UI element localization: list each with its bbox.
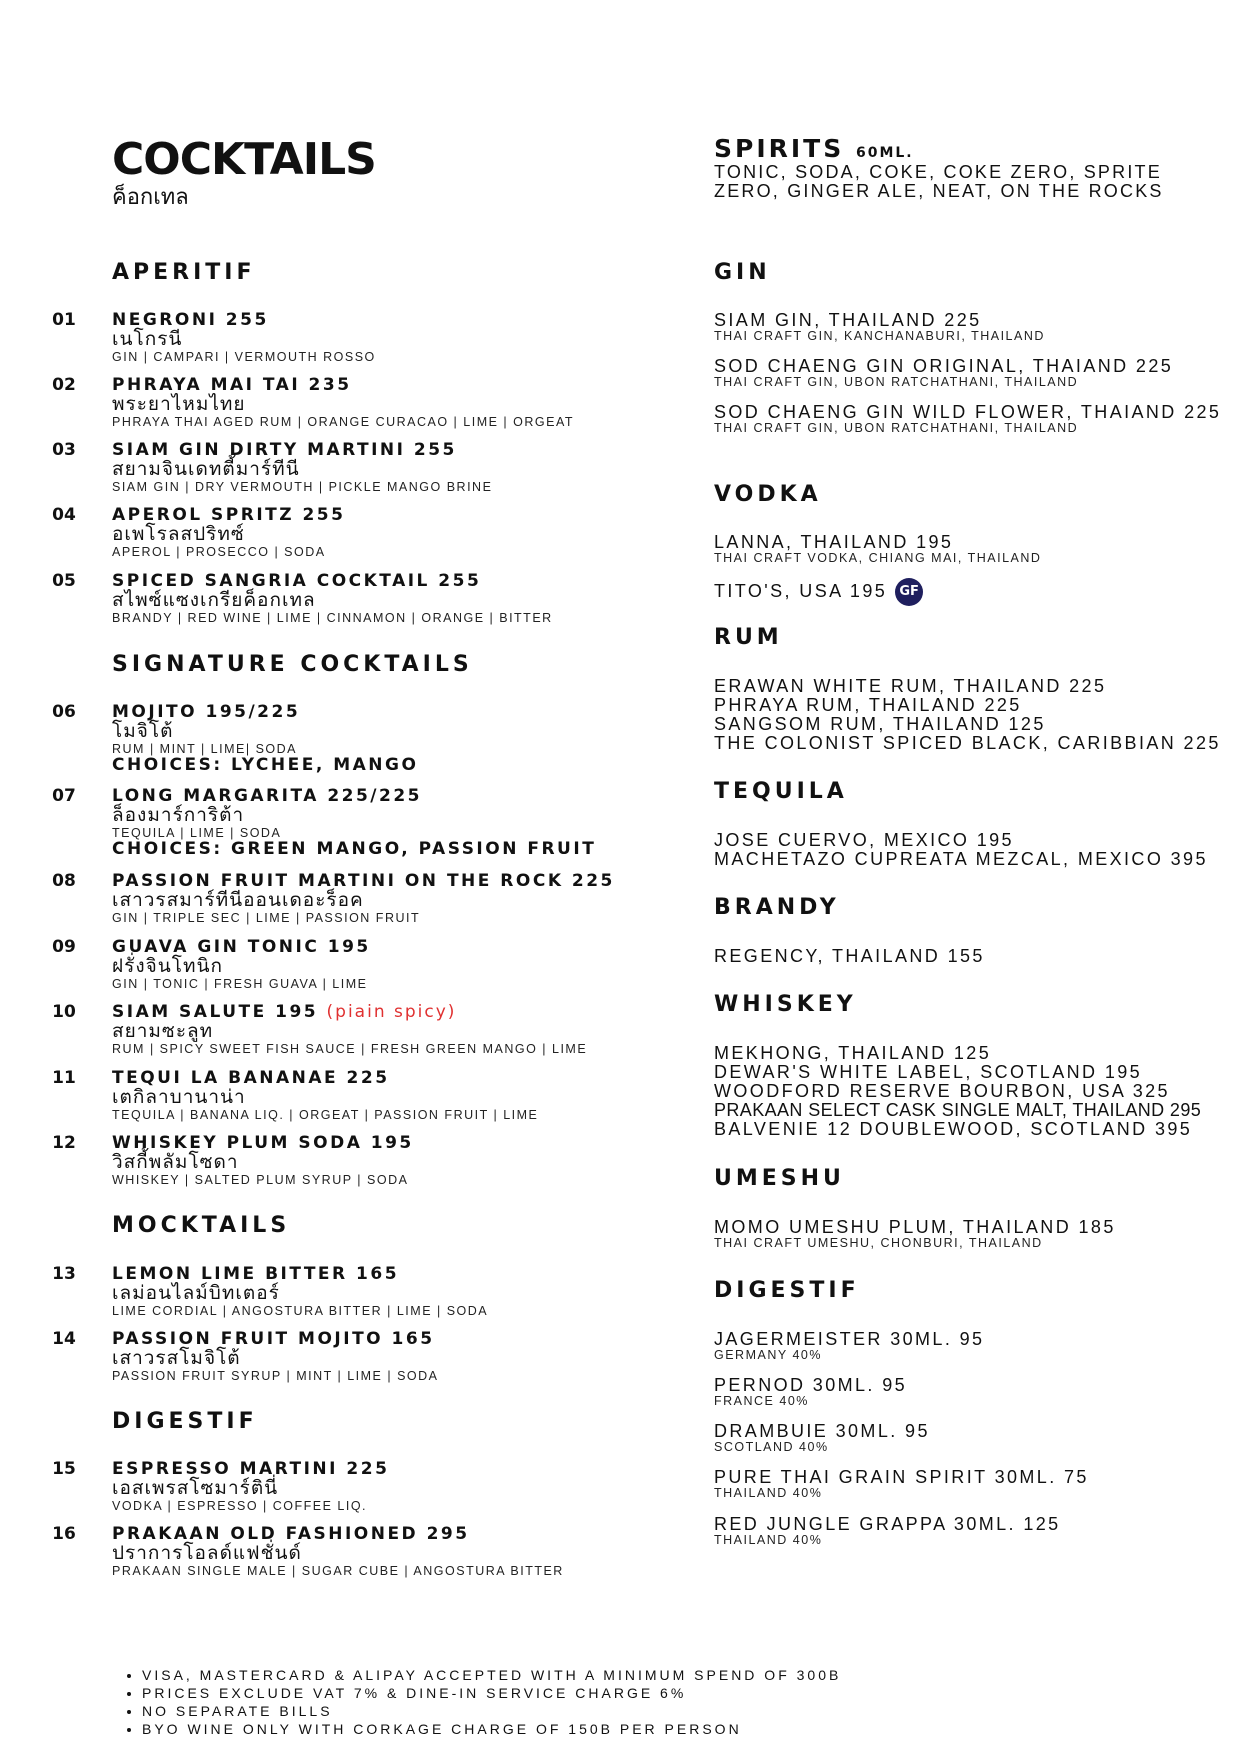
spirit-origin: THAI CRAFT GIN, KANCHANABURI, THAILAND <box>714 329 1045 343</box>
item-name: LONG MARGARITA 225/225 <box>112 786 422 806</box>
section-heading-mocktails: MOCKTAILS <box>112 1213 291 1238</box>
item-name-thai: อเพโรลสปริทซ์ <box>112 524 245 545</box>
section-heading-umeshu: UMESHU <box>714 1166 845 1191</box>
item-ingredients: TEQUILA | BANANA LIQ. | ORGEAT | PASSION FRUIT | LIME <box>112 1108 539 1122</box>
item-name: APEROL SPRITZ 255 <box>112 505 346 525</box>
item-number: 03 <box>52 440 76 460</box>
spirits-title: SPIRITS <box>714 134 845 163</box>
item-ingredients: WHISKEY | SALTED PLUM SYRUP | SODA <box>112 1173 409 1187</box>
item-choices: CHOICES: GREEN MANGO, PASSION FRUIT <box>112 839 597 859</box>
item-name: NEGRONI 255 <box>112 310 269 330</box>
item-name-thai: พระยาไหมไทย <box>112 394 246 415</box>
spirit-origin: SCOTLAND 40% <box>714 1440 829 1454</box>
spirit-name: ERAWAN WHITE RUM, THAILAND 225 <box>714 676 1107 696</box>
spirit-name: MACHETAZO CUPREATA MEZCAL, MEXICO 395 <box>714 849 1208 869</box>
item-name: PRAKAAN OLD FASHIONED 295 <box>112 1524 470 1544</box>
item-name: SIAM GIN DIRTY MARTINI 255 <box>112 440 457 460</box>
section-heading-vodka: VODKA <box>714 482 822 507</box>
item-number: 07 <box>52 786 76 806</box>
spirit-item <box>714 576 923 606</box>
item-number: 01 <box>52 310 76 330</box>
item-ingredients: APEROL | PROSECCO | SODA <box>112 545 326 559</box>
item-name-thai: ฝรั่งจินโทนิก <box>112 956 223 977</box>
spirit-item <box>714 311 1045 343</box>
footer-note: • BYO WINE ONLY WITH CORKAGE CHARGE OF 150B PER PERSON <box>142 1720 841 1738</box>
spirit-origin: GERMANY 40% <box>714 1348 822 1362</box>
item-number: 15 <box>52 1459 76 1479</box>
spirits-serving-size: 60ML. <box>855 145 914 161</box>
spirit-item <box>714 403 1221 435</box>
item-number: 10 <box>52 1002 76 1022</box>
whiskey-list <box>714 1044 1201 1139</box>
item-name-thai: สยามจินเดทตี้มาร์ทีนี <box>112 459 300 480</box>
tequila-list <box>714 831 1208 869</box>
spirit-name: THE COLONIST SPICED BLACK, CARIBBIAN 225 <box>714 733 1221 753</box>
item-name: PHRAYA MAI TAI 235 <box>112 375 352 395</box>
spirit-item <box>714 1468 1089 1500</box>
spirit-origin: THAI CRAFT UMESHU, CHONBURI, THAILAND <box>714 1236 1043 1250</box>
item-name-thai: โมจิโต้ <box>112 721 174 742</box>
spicy-note: (piain spicy) <box>326 1002 457 1022</box>
item-ingredients: PHRAYA THAI AGED RUM | ORANGE CURACAO | LIME | ORGEAT <box>112 415 574 429</box>
spirit-name: PRAKAAN SELECT CASK SINGLE MALT, THAILAND 295 <box>714 1100 1202 1120</box>
spirit-name: RED JUNGLE GRAPPA 30ML. 125 <box>714 1514 1061 1534</box>
item-ingredients: VODKA | ESPRESSO | COFFEE LIQ. <box>112 1499 368 1513</box>
spirit-name: JOSE CUERVO, MEXICO 195 <box>714 830 1014 850</box>
item-ingredients: GIN | TONIC | FRESH GUAVA | LIME <box>112 977 368 991</box>
section-heading-signature-cocktails: SIGNATURE COCKTAILS <box>112 652 473 677</box>
item-ingredients: SIAM GIN | DRY VERMOUTH | PICKLE MANGO BRINE <box>112 480 493 494</box>
spirit-name: PERNOD 30ML. 95 <box>714 1375 908 1395</box>
item-ingredients: LIME CORDIAL | ANGOSTURA BITTER | LIME | SODA <box>112 1304 489 1318</box>
item-ingredients: BRANDY | RED WINE | LIME | CINNAMON | ORANGE | BITTER <box>112 611 553 625</box>
spirit-name: SOD CHAENG GIN WILD FLOWER, THAIAND 225 <box>714 402 1222 422</box>
item-name-thai: เอสเพรสโซมาร์ตินี่ <box>112 1478 279 1499</box>
spirits-heading <box>714 136 914 161</box>
item-ingredients: PASSION FRUIT SYRUP | MINT | LIME | SODA <box>112 1369 439 1383</box>
section-heading-digestif-cocktails: DIGESTIF <box>112 1409 258 1434</box>
footer-note: • NO SEPARATE BILLS <box>142 1702 841 1720</box>
spirit-name: DRAMBUIE 30ML. 95 <box>714 1421 930 1441</box>
spirit-item <box>714 1330 984 1362</box>
item-name-thai: เตกิลาบานาน่า <box>112 1087 246 1108</box>
item-name: GUAVA GIN TONIC 195 <box>112 937 371 957</box>
page-title: COCKTAILS <box>112 134 376 185</box>
mixers-line: TONIC, SODA, COKE, COKE ZERO, SPRITE <box>714 162 1162 182</box>
item-name: WHISKEY PLUM SODA 195 <box>112 1133 414 1153</box>
spirit-name: SANGSOM RUM, THAILAND 125 <box>714 714 1046 734</box>
spirit-item <box>714 1515 1061 1547</box>
section-heading-tequila: TEQUILA <box>714 779 848 804</box>
section-heading-brandy: BRANDY <box>714 895 840 920</box>
section-heading-whiskey: WHISKEY <box>714 992 857 1017</box>
spirit-origin: THAILAND 40% <box>714 1486 823 1500</box>
spirit-origin: THAI CRAFT VODKA, CHIANG MAI, THAILAND <box>714 551 1042 565</box>
spirit-name: PHRAYA RUM, THAILAND 225 <box>714 695 1022 715</box>
item-number: 16 <box>52 1524 76 1544</box>
spirit-origin: FRANCE 40% <box>714 1394 809 1408</box>
item-ingredients: TEQUILA | LIME | SODA <box>112 826 282 840</box>
spirit-origin: THAILAND 40% <box>714 1533 823 1547</box>
spirit-name: MOMO UMESHU PLUM, THAILAND 185 <box>714 1217 1116 1237</box>
page-title-thai: ค็อกเทล <box>112 184 189 209</box>
item-number: 11 <box>52 1068 76 1088</box>
footer-notes <box>122 1666 841 1738</box>
footer-note: • PRICES EXCLUDE VAT 7% & DINE-IN SERVICE CHARGE 6% <box>142 1684 841 1702</box>
item-name: PASSION FRUIT MARTINI ON THE ROCK 225 <box>112 871 615 891</box>
spirit-item <box>714 533 1041 565</box>
spirit-name: TITO'S, USA 195 <box>714 581 888 601</box>
section-heading-digestif-spirits: DIGESTIF <box>714 1278 860 1303</box>
spirit-item <box>714 1422 930 1454</box>
item-name: TEQUI LA BANANAE 225 <box>112 1068 390 1088</box>
item-number: 04 <box>52 505 76 525</box>
gluten-free-badge-icon: GF <box>895 578 923 606</box>
item-name: ESPRESSO MARTINI 225 <box>112 1459 390 1479</box>
spirit-origin: THAI CRAFT GIN, UBON RATCHATHANI, THAILAND <box>714 375 1079 389</box>
section-heading-gin: GIN <box>714 260 771 285</box>
item-name-thai: สยามซะลูท <box>112 1021 214 1042</box>
item-name-thai: ปราการโอลด์แฟชั่นด์ <box>112 1543 302 1564</box>
item-name-text: SIAM SALUTE 195 <box>112 1002 319 1022</box>
spirit-name: DEWAR'S WHITE LABEL, SCOTLAND 195 <box>714 1062 1143 1082</box>
spirit-item <box>714 1218 1116 1250</box>
item-number: 06 <box>52 702 76 722</box>
item-name-thai: เลม่อนไลม์บิทเตอร์ <box>112 1283 280 1304</box>
section-heading-aperitif: APERITIF <box>112 260 256 285</box>
spirit-item <box>714 357 1173 389</box>
item-ingredients: RUM | SPICY SWEET FISH SAUCE | FRESH GREEN MANGO | LIME <box>112 1042 588 1056</box>
item-name-thai: ล็องมาร์การิต้า <box>112 805 245 826</box>
item-name-thai: วิสกี้พลัมโซดา <box>112 1152 239 1173</box>
item-name-thai: สไพซ์แซงเกรียค็อกเทล <box>112 590 316 611</box>
item-ingredients: GIN | CAMPARI | VERMOUTH ROSSO <box>112 350 376 364</box>
item-name-thai: เสาวรสโมจิโต้ <box>112 1348 241 1369</box>
item-number: 14 <box>52 1329 76 1349</box>
spirit-name: WOODFORD RESERVE BOURBON, USA 325 <box>714 1081 1170 1101</box>
item-number: 02 <box>52 375 76 395</box>
footer-note: • VISA, MASTERCARD & ALIPAY ACCEPTED WITH A MINIMUM SPEND OF 300B <box>142 1666 841 1684</box>
item-choices: CHOICES: LYCHEE, MANGO <box>112 755 419 775</box>
section-heading-rum: RUM <box>714 625 783 650</box>
spirit-name: BALVENIE 12 DOUBLEWOOD, SCOTLAND 395 <box>714 1119 1193 1139</box>
item-number: 12 <box>52 1133 76 1153</box>
item-number: 05 <box>52 571 76 591</box>
item-ingredients: GIN | TRIPLE SEC | LIME | PASSION FRUIT <box>112 911 421 925</box>
spirit-name: LANNA, THAILAND 195 <box>714 532 954 552</box>
spirit-name: MEKHONG, THAILAND 125 <box>714 1043 992 1063</box>
item-name: MOJITO 195/225 <box>112 702 301 722</box>
mixers-line: ZERO, GINGER ALE, NEAT, ON THE ROCKS <box>714 181 1164 201</box>
item-number: 09 <box>52 937 76 957</box>
spirit-name: REGENCY, THAILAND 155 <box>714 946 985 966</box>
spirit-name: SOD CHAENG GIN ORIGINAL, THAIAND 225 <box>714 356 1174 376</box>
spirit-origin: THAI CRAFT GIN, UBON RATCHATHANI, THAILAND <box>714 421 1079 435</box>
spirit-name: JAGERMEISTER 30ML. 95 <box>714 1329 985 1349</box>
spirit-name: PURE THAI GRAIN SPIRIT 30ML. 75 <box>714 1467 1089 1487</box>
rum-list <box>714 677 1221 753</box>
item-ingredients: PRAKAAN SINGLE MALE | SUGAR CUBE | ANGOSTURA BITTER <box>112 1564 564 1578</box>
item-name-thai: เนโกรนี <box>112 329 183 350</box>
item-number: 13 <box>52 1264 76 1284</box>
item-name <box>112 1002 587 1022</box>
item-ingredients: RUM | MINT | LIME| SODA <box>112 742 297 756</box>
item-name: PASSION FRUIT MOJITO 165 <box>112 1329 435 1349</box>
item-name: LEMON LIME BITTER 165 <box>112 1264 400 1284</box>
spirit-item <box>714 1376 907 1408</box>
item-name-thai: เสาวรสมาร์ทีนีออนเดอะร็อค <box>112 890 364 911</box>
spirit-name: SIAM GIN, THAILAND 225 <box>714 310 982 330</box>
item-name: SPICED SANGRIA COCKTAIL 255 <box>112 571 482 591</box>
item-number: 08 <box>52 871 76 891</box>
brandy-list <box>714 947 985 966</box>
